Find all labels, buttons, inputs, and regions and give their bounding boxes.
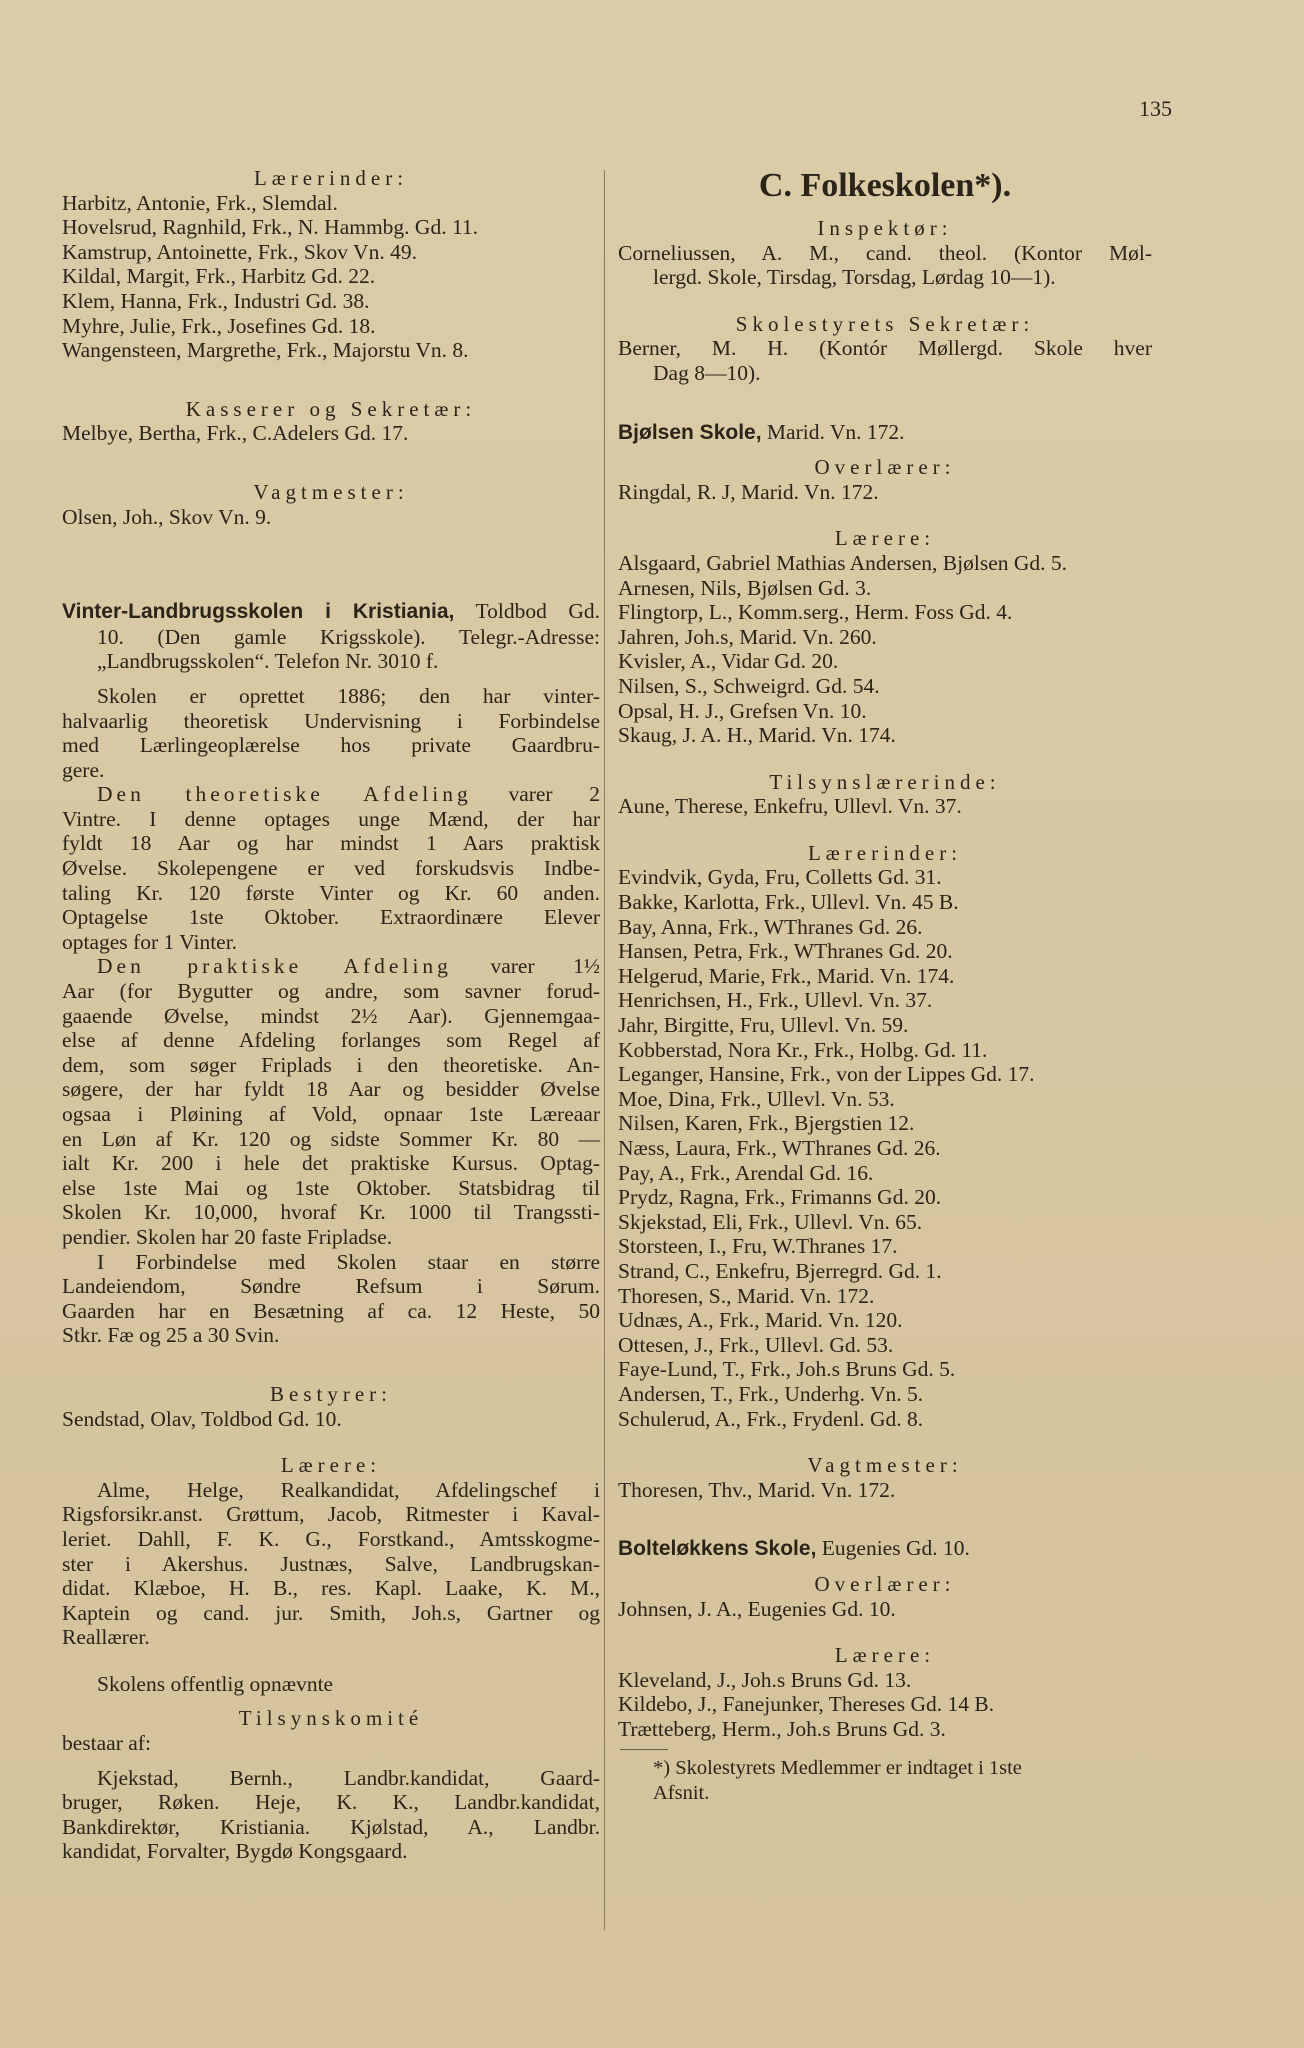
paragraph-line: Den praktiske Afdeling varer 1½: [97, 954, 601, 979]
school-address: Toldbod Gd.: [475, 599, 600, 624]
list-item: Kobberstad, Nora Kr., Frk., Holbg. Gd. 11.: [618, 1037, 988, 1062]
list-item: Myhre, Julie, Frk., Josefines Gd. 18.: [62, 313, 376, 338]
spaced-term: Den praktiske Afdeling: [97, 954, 452, 979]
school-name: Bjølsen Skole,: [618, 420, 762, 444]
paragraph-line: dem, som søger Friplads i den theoretiske. An-: [62, 1052, 600, 1077]
paragraph-line: Rigsforsikr.anst. Grøttum, Jacob, Ritmester i Kaval-: [62, 1502, 600, 1527]
list-item: Olsen, Joh., Skov Vn. 9.: [62, 504, 272, 529]
section-heading: Tilsynskomité: [238, 1706, 424, 1731]
school-name: Bolteløkkens Skole,: [618, 1537, 817, 1561]
paragraph-line: ogsaa i Pløining af Vold, opnaar 1ste Læreaar: [62, 1102, 600, 1126]
school-title-line: [62, 599, 600, 625]
school-address: Eugenies Gd. 10.: [821, 1536, 970, 1561]
list-item: Leganger, Hansine, Frk., von der Lippes Gd. 17.: [618, 1062, 1035, 1087]
list-item: Ringdal, R. J, Marid. Vn. 172.: [618, 479, 879, 504]
list-item: Nilsen, Karen, Frk., Bjergstien 12.: [618, 1111, 915, 1136]
list-item: Schulerud, A., Frk., Frydenl. Gd. 8.: [618, 1406, 924, 1431]
paragraph-line: halvaarlig theoretisk Undervisning i Forbindelse: [62, 708, 600, 733]
list-item: Henrichsen, H., Frk., Ullevl. Vn. 37.: [618, 988, 933, 1013]
paragraph-line: ster i Akershus. Justnæs, Salve, Landbrugskan-: [62, 1551, 600, 1576]
paragraph-line: taling Kr. 120 første Vinter og Kr. 60 anden.: [62, 880, 600, 905]
paragraph-line: I Forbindelse med Skolen staar en større: [97, 1249, 600, 1274]
footnote: [618, 1756, 1152, 1805]
section-heading: Vagtmester:: [807, 1453, 963, 1478]
paragraph-line: else 1ste Mai og 1ste Oktober. Statsbidrag til: [62, 1175, 600, 1200]
left-column: [62, 166, 600, 1864]
list-item: Bay, Anna, Frk., WThranes Gd. 26.: [618, 914, 923, 939]
list-item: Sendstad, Olav, Toldbod Gd. 10.: [62, 1406, 342, 1431]
spaced-term: Den theoretiske Afdeling: [97, 782, 472, 807]
paragraph-line: Corneliussen, A. M., cand. theol. (Kontor Møl-: [618, 240, 1152, 265]
list-item: Skaug, J. A. H., Marid. Vn. 174.: [618, 723, 896, 748]
list-item: Strand, C., Enkefru, Bjerregrd. Gd. 1.: [618, 1258, 942, 1283]
school-title-line: [618, 1536, 1152, 1562]
school-address: Marid. Vn. 172.: [766, 419, 905, 444]
list-item: Aune, Therese, Enkefru, Ullevl. Vn. 37.: [618, 794, 962, 819]
school-title-line: [618, 420, 1152, 446]
school-name: Vinter-Landbrugsskolen i Kristiania,: [62, 600, 455, 624]
list-item: Kamstrup, Antoinette, Frk., Skov Vn. 49.: [62, 239, 417, 264]
paragraph-line: lergd. Skole, Tirsdag, Torsdag, Lørdag 10—1).: [653, 265, 1056, 290]
list-item: Skjekstad, Eli, Frk., Ullevl. Vn. 65.: [618, 1209, 923, 1234]
footnote-line: *) Skolestyrets Medlemmer er indtaget i 1ste: [653, 1757, 1022, 1780]
list-item: Kildal, Margit, Frk., Harbitz Gd. 22.: [62, 264, 376, 289]
paragraph-line: else af denne Afdeling forlanges som Regel af: [62, 1028, 600, 1053]
section-heading: Lærere:: [834, 1643, 936, 1668]
section-heading: Inspektør:: [817, 216, 953, 240]
paragraph-line: Kjekstad, Bernh., Landbr.kandidat, Gaard-: [97, 1765, 600, 1790]
paragraph-line: Stkr. Fæ og 25 a 30 Svin.: [62, 1323, 280, 1348]
section-title: C. Folkeskolen*).: [758, 167, 1012, 204]
paragraph-line: Skolens offentlig opnævnte: [97, 1671, 334, 1696]
paragraph-line: „Landbrugsskolen“. Telefon Nr. 3010 f.: [97, 649, 439, 674]
list-item: Harbitz, Antonie, Frk., Slemdal.: [62, 190, 338, 215]
list-item: Alsgaard, Gabriel Mathias Andersen, Bjølsen Gd. 5.: [618, 550, 1068, 575]
paragraph-line: Alme, Helge, Realkandidat, Afdelingschef i: [97, 1477, 600, 1502]
section-heading: Skolestyrets Sekretær:: [735, 311, 1035, 336]
paragraph-line: pendier. Skolen har 20 faste Fripladse.: [62, 1224, 393, 1249]
list-item: Melbye, Bertha, Frk., C.Adelers Gd. 17.: [62, 421, 409, 446]
list-item: Kleveland, J., Joh.s Bruns Gd. 13.: [618, 1667, 912, 1692]
section-heading: Lærerinder:: [253, 166, 409, 190]
list-item: Næss, Laura, Frk., WThranes Gd. 26.: [618, 1136, 941, 1160]
paragraph-line: Bankdirektør, Kristiania. Kjølstad, A., Landbr.: [62, 1814, 600, 1839]
paragraph-line: Gaarden har en Besætning af ca. 12 Heste, 50: [62, 1298, 600, 1323]
list-item: Udnæs, A., Frk., Marid. Vn. 120.: [618, 1308, 903, 1333]
list-item: Trætteberg, Herm., Joh.s Bruns Gd. 3.: [618, 1716, 946, 1741]
section-heading: Overlærer:: [814, 1571, 956, 1596]
paragraph-line: Aar (for Bygutter og andre, som savner forud-: [62, 979, 600, 1004]
list-item: Kildebo, J., Fanejunker, Thereses Gd. 14 B.: [618, 1692, 995, 1717]
section-heading: Tilsynslærerinde:: [769, 769, 1001, 794]
list-item: Helgerud, Marie, Frk., Marid. Vn. 174.: [618, 963, 955, 988]
list-item: Hovelsrud, Ragnhild, Frk., N. Hammbg. Gd. 11.: [62, 215, 479, 240]
paragraph-line: bruger, Røken. Heje, K. K., Landbr.kandidat,: [62, 1790, 600, 1815]
paragraph-line: Den theoretiske Afdeling varer 2: [97, 782, 601, 807]
list-item: Storsteen, I., Fru, W.Thranes 17.: [618, 1234, 898, 1259]
section-heading: Lærere:: [280, 1453, 382, 1478]
paragraph-line: Berner, M. H. (Kontór Møllergd. Skole hver: [618, 336, 1152, 361]
paragraph-line: Skolen Kr. 10,000, hvoraf Kr. 1000 til Trangssti-: [62, 1200, 600, 1225]
section-heading: Overlærer:: [814, 455, 956, 480]
paragraph-line: Skolen er oprettet 1886; den har vinter-: [97, 683, 600, 708]
section-heading: Lærere:: [834, 526, 936, 551]
paragraph-line: didat. Klæboe, H. B., res. Kapl. Laake, K. M.,: [62, 1576, 600, 1601]
paragraph-line: bestaar af:: [62, 1731, 151, 1756]
paragraph-line: med Lærlingeoplærelse hos private Gaardbru-: [62, 733, 600, 758]
paragraph-line: Dag 8—10).: [653, 360, 761, 385]
paragraph-line: søgere, der har fyldt 18 Aar og besidder Øvelse: [62, 1077, 600, 1102]
paragraph-line: Reallærer.: [62, 1625, 150, 1650]
list-item: Thoresen, S., Marid. Vn. 172.: [618, 1283, 875, 1308]
paragraph-line: Kaptein og cand. jur. Smith, Joh.s, Gartner og: [62, 1600, 600, 1625]
list-item: Andersen, T., Frk., Underhg. Vn. 5.: [618, 1381, 924, 1406]
list-item: Jahren, Joh.s, Marid. Vn. 260.: [618, 624, 877, 649]
paragraph-line: gaaende Øvelse, mindst 2½ Aar). Gjennemgaa-: [62, 1003, 600, 1028]
list-item: Arnesen, Nils, Bjølsen Gd. 3.: [618, 575, 872, 600]
laererinder-list: [62, 191, 600, 363]
list-item: Evindvik, Gyda, Fru, Colletts Gd. 31.: [618, 865, 942, 890]
list-item: Nilsen, S., Schweigrd. Gd. 54.: [618, 673, 880, 698]
paragraph-line: en Løn af Kr. 120 og sidste Sommer Kr. 80 —: [62, 1126, 600, 1151]
footnote-rule: [620, 1749, 668, 1750]
right-column: [618, 166, 1152, 1806]
list-item: Kvisler, A., Vidar Gd. 20.: [618, 649, 839, 674]
section-heading: Lærerinder:: [807, 840, 963, 865]
list-item: Ottesen, J., Frk., Ullevl. Gd. 53.: [618, 1332, 894, 1357]
list-item: Prydz, Ragna, Frk., Frimanns Gd. 20.: [618, 1185, 942, 1210]
list-item: Jahr, Birgitte, Fru, Ullevl. Vn. 59.: [618, 1013, 909, 1038]
list-item: Johnsen, J. A., Eugenies Gd. 10.: [618, 1596, 896, 1621]
paragraph-line: 10. (Den gamle Krigsskole). Telegr.-Adresse:: [97, 624, 600, 649]
paragraph-line: Øvelse. Skolepengene er ved forskudsvis Indbe-: [62, 856, 600, 881]
list-item: Pay, A., Frk., Arendal Gd. 16.: [618, 1160, 874, 1185]
paragraph-line: Optagelse 1ste Oktober. Extraordinære Elever: [62, 905, 600, 930]
paragraph-line: kandidat, Forvalter, Bygdø Kongsgaard.: [62, 1839, 408, 1864]
column-divider: [604, 170, 605, 1930]
section-heading: Vagtmester:: [253, 479, 409, 504]
list-item: Moe, Dina, Frk., Ullevl. Vn. 53.: [618, 1086, 895, 1111]
list-item: Faye-Lund, T., Frk., Joh.s Bruns Gd. 5.: [618, 1357, 956, 1382]
list-item: Bakke, Karlotta, Frk., Ullevl. Vn. 45 B.: [618, 890, 959, 915]
section-heading: Kasserer og Sekretær:: [185, 396, 477, 421]
footnote-line: Afsnit.: [653, 1782, 710, 1805]
paragraph-line: optages for 1 Vinter.: [62, 929, 238, 954]
list-item: Wangensteen, Margrethe, Frk., Majorstu Vn. 8.: [62, 338, 469, 363]
page-number: 135: [1139, 96, 1172, 121]
paragraph-line: fyldt 18 Aar og har mindst 1 Aars praktisk: [62, 831, 600, 856]
paragraph-line: leriet. Dahll, F. K. G., Forstkand., Amtsskogme-: [62, 1526, 600, 1551]
paragraph-line: Vintre. I denne optages unge Mænd, der har: [62, 806, 600, 831]
paragraph-line: gere.: [62, 757, 105, 782]
list-item: Hansen, Petra, Frk., WThranes Gd. 20.: [618, 939, 953, 964]
list-item: Flingtorp, L., Komm.serg., Herm. Foss Gd. 4.: [618, 600, 1013, 625]
paragraph-line: Landeiendom, Søndre Refsum i Sørum.: [62, 1274, 600, 1299]
paragraph-line: ialt Kr. 200 i hele det praktiske Kursus. Optag-: [62, 1151, 600, 1176]
section-heading: Bestyrer:: [270, 1381, 392, 1406]
list-item: Opsal, H. J., Grefsen Vn. 10.: [618, 698, 867, 723]
list-item: Klem, Hanna, Frk., Industri Gd. 38.: [62, 288, 370, 313]
list-item: Thoresen, Thv., Marid. Vn. 172.: [618, 1477, 896, 1502]
